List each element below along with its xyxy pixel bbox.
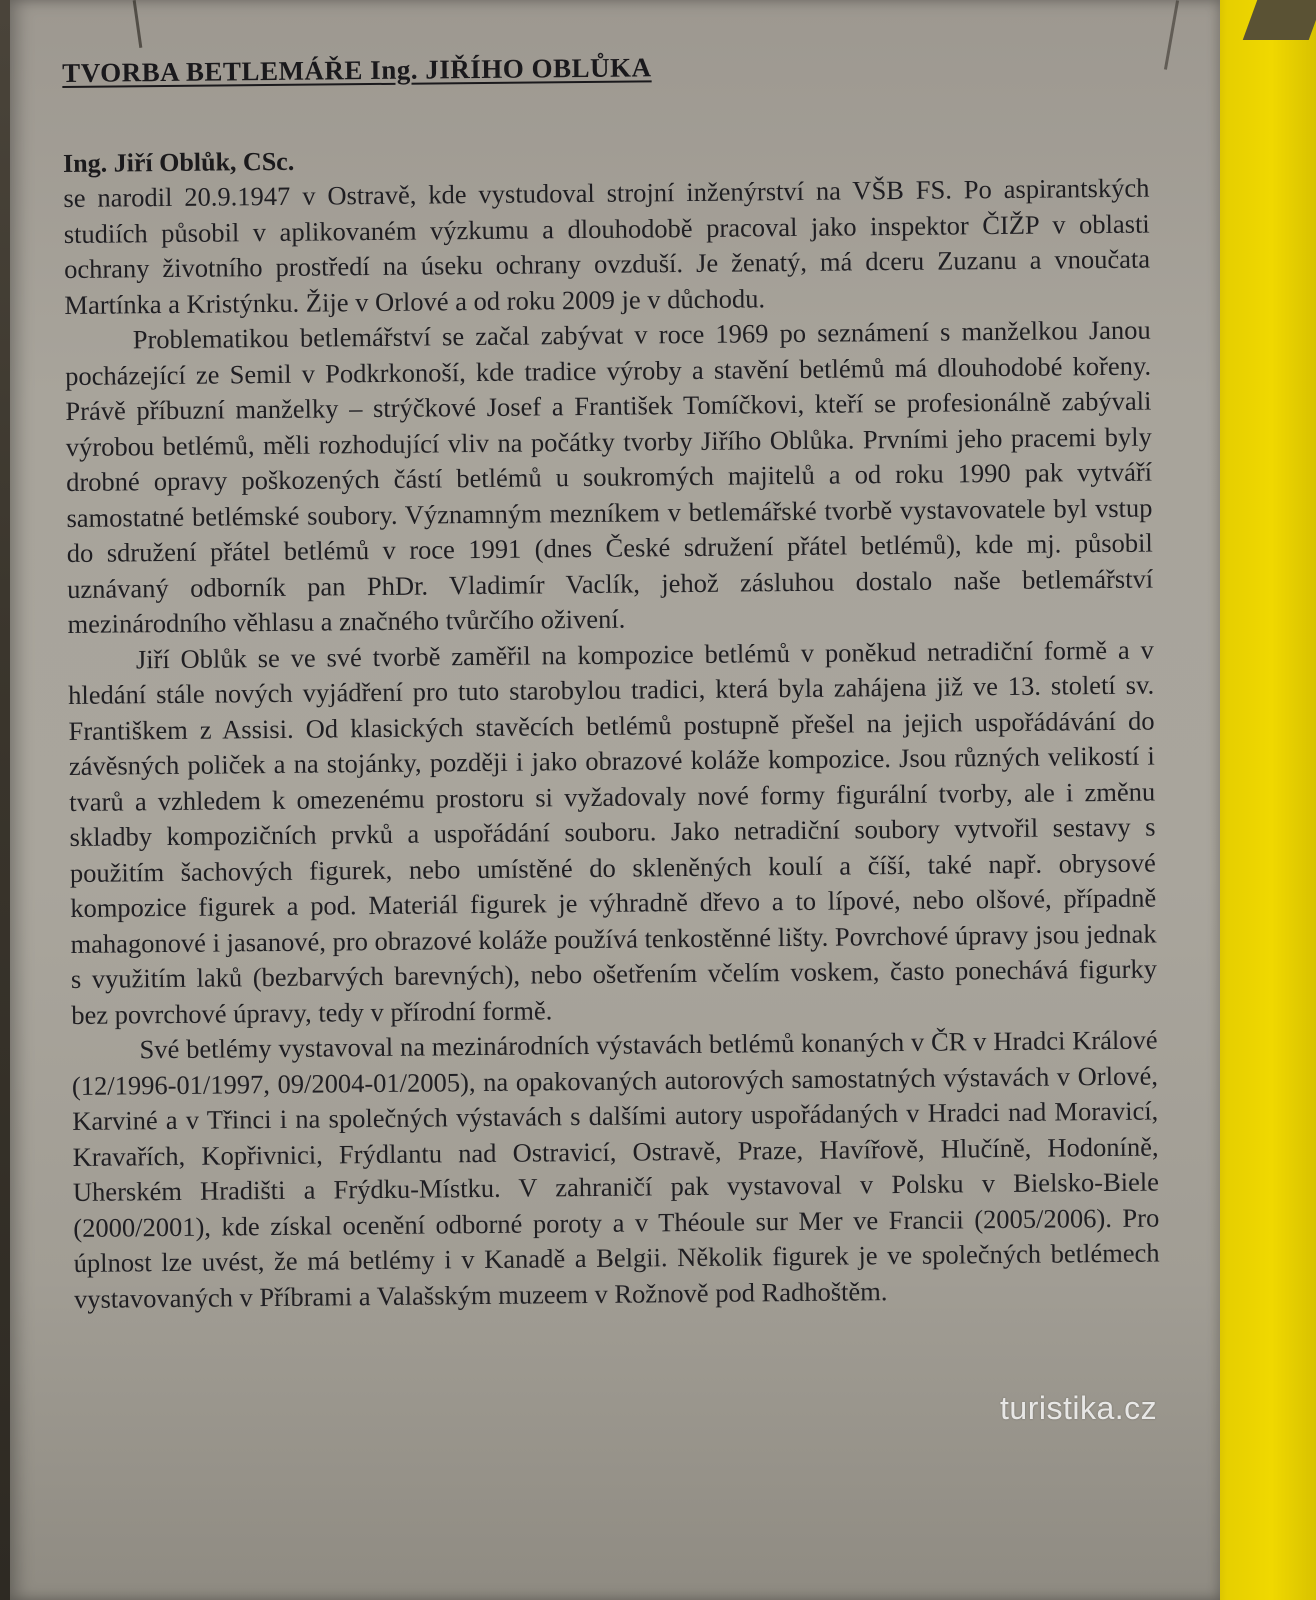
paragraph-exhibitions: Své betlémy vystavoval na mezinárodních výstavách betlémů konaných v ČR v Hradci Králové (12/1996-01/1997, 09/2004-01/2005), na opakovaných autorových samostatných výstavách v Orlové, Karviné a v Třinci i na společných výstavách s dalšími autory uspořádaných v Hradci nad Moravicí, Kravařích, Kopřivnici, Frýdlantu nad Ostravicí, Ostravě, Praze, Havířově, Hlučíně, Hodoníně, Uherském Hradišti a Frýdku-Místku. V zahraničí pak vystavoval v Polsku v Bielsko-Biele (2000/2001), kde získal ocenění odborné poroty a v Théoule sur Mer ve Francii (2005/2006). Pro úplnost lze uvést, že má betlémy i v Kanadě a Belgii. Několik figurek je ve společných betlémech vystavovaných v Příbrami a Valašským muzeem v Rožnově pod Radhoštěm. <box>71 1024 1160 1314</box>
pin-mark <box>133 0 143 48</box>
document-title: TVORBA BETLEMÁŘE Ing. JIŘÍHO OBLŮKA <box>62 52 652 88</box>
author-heading: Ing. Jiří Oblůk, CSc. <box>62 146 295 178</box>
paragraph-beginnings: Problematikou betlemářství se začal zabývat v roce 1969 po seznámení s manželkou Janou pocházející ze Semil v Podkrkonoší, kde tradice výroby a stavění betlémů má dlouhodobé kořeny. Právě příbuzní manželky – strýčkové Josef a František Tomíčkovi, kteří se profesionálně zabývali výrobou betlémů, měli rozhodující vliv na počátky tvorby Jiřího Oblůka. Prvními jeho pracemi byly drobné opravy poškozených částí betlémů u soukromých majitelů a od roku 1990 pak vytváří samostatné betlémské soubory. Významným mezníkem v betlemářské tvorbě vystavovatele byl vstup do sdružení přátel betlémů v roce 1991 (dnes České sdružení přátel betlémů), kde mj. působil uznávaný odborník pan PhDr. Vladimír Vaclík, jehož zásluhou dostalo naše betlemářství mezinárodního věhlasu a značného tvůrčího oživení. <box>64 314 1154 639</box>
paragraph-biography: se narodil 20.9.1947 v Ostravě, kde vystudoval strojní inženýrství na VŠB FS. Po aspirantských studiích působil v aplikovaném výzkumu a dlouhodobě pracoval jako inspektor ČIŽP v oblasti ochrany životního prostředí na úseku ochrany ovzduší. Je ženatý, má dceru Zuzanu a vnoučata Martínka a Kristýnku. Žije v Orlové a od roku 2009 je v důchodu. <box>63 172 1151 320</box>
document-body <box>62 40 1160 1317</box>
pin-mark <box>1164 0 1179 69</box>
paper-sheet <box>10 0 1220 1600</box>
paragraph-work: Jiří Oblůk se ve své tvorbě zaměřil na kompozice betlémů v poněkud netradiční formě a v hledání stále nových vyjádření pro tuto starobylou tradici, která byla zahájena již ve 13. století sv. Františkem z Assisi. Od klasických stavěcích betlémů postupně přešel na jejich uspořádávání do závěsných poliček a na stojánky, později i jako obrazové koláže kompozice. Jsou různých velikostí i tvarů a vzhledem k omezenému prostoru si vyžadovaly nové formy figurální tvorby, ale i změnu skladby kompozičních prvků a uspořádání souboru. Jako netradiční soubory vytvořil sestavy s použitím šachových figurek, nebo umístěné do skleněných koulí a číší, také např. obrysové kompozice figurek a pod. Materiál figurek je výhradně dřevo a to lípové, nebo olšové, případně mahagonové i jasanové, pro obrazové koláže používá tenkostěnné lišty. Povrchové úpravy jsou jednak s využitím laků (bezbarvých barevných), nebo ošetřením včelím voskem, často ponechává figurky bez povrchové úpravy, tedy v přírodní formě. <box>68 634 1158 1030</box>
watermark-logo: turistika.cz <box>1000 1390 1158 1426</box>
yellow-board <box>1205 0 1316 1600</box>
